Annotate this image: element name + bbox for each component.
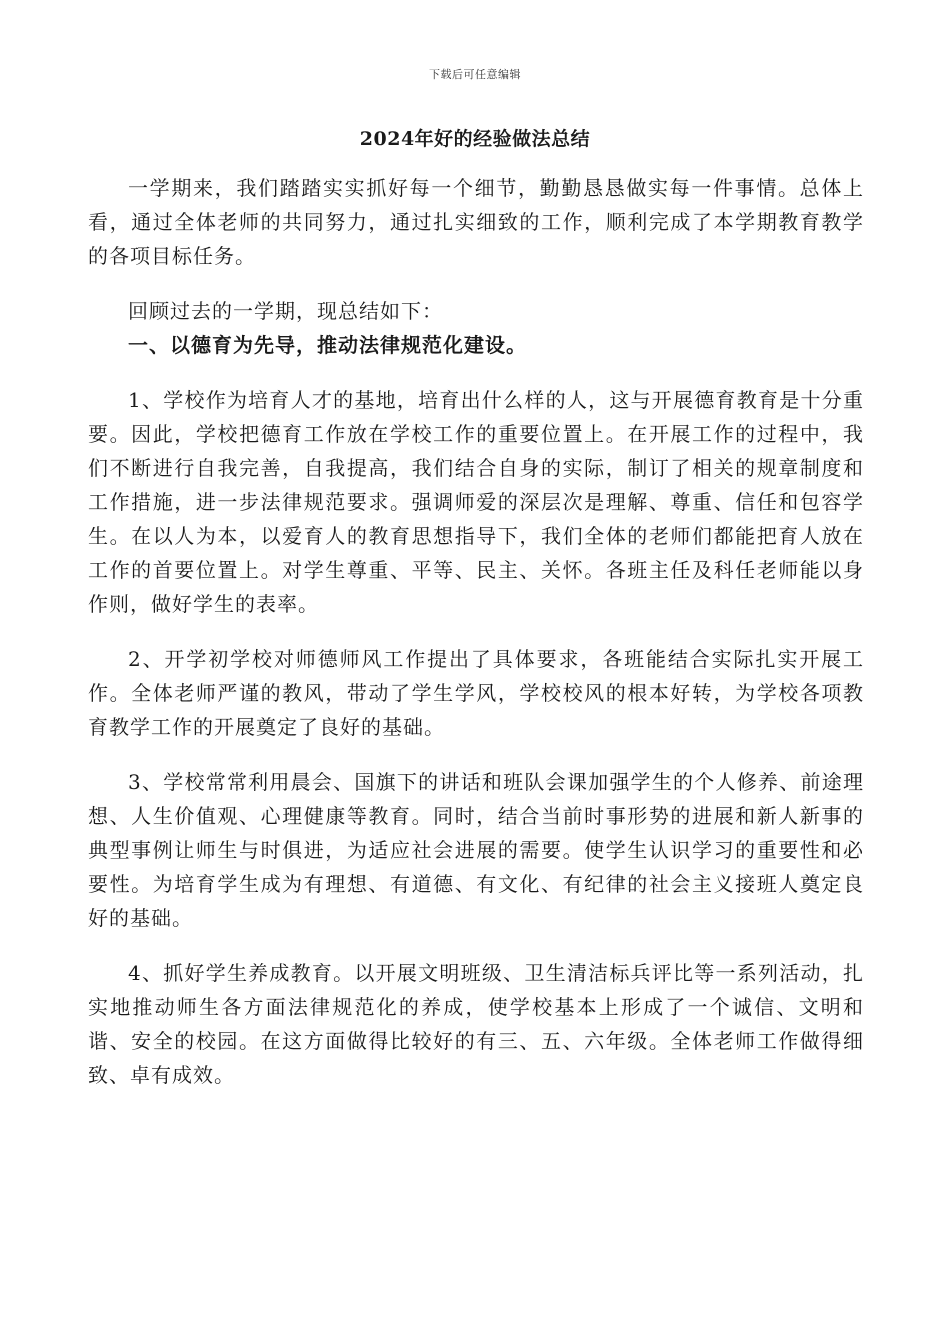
page-header-note: 下载后可任意编辑 xyxy=(429,68,521,81)
intro-paragraph: 一学期来，我们踏踏实实抓好每一个细节，勤勤恳恳做实每一件事情。总体上看，通过全体老师的共同努力，通过扎实细致的工作，顺利完成了本学期教育教学的各项目标任务。 xyxy=(88,176,864,268)
section-heading: 一、以德育为先导，推动法律规范化建设。 xyxy=(128,333,527,357)
document-body xyxy=(88,148,864,1092)
review-paragraph: 回顾过去的一学期，现总结如下： xyxy=(128,299,443,323)
item-paragraph-3: 3、学校常常利用晨会、国旗下的讲话和班队会课加强学生的个人修养、前途理想、人生价值观、心理健康等教育。同时，结合当前时事形势的进展和新人新事的典型事例让师生与时俱进，为适应社会进展的需要。使学生认识学习的重要性和必要性。为培育学生成为有理想、有道德、有文化、有纪律的社会主义接班人奠定良好的基础。 xyxy=(88,770,864,930)
item-paragraph-4: 4、抓好学生养成教育。以开展文明班级、卫生清洁标兵评比等一系列活动，扎实地推动师生各方面法律规范化的养成，使学校基本上形成了一个诚信、文明和谐、安全的校园。在这方面做得比较好的有三、五、六年级。全体老师工作做得细致、卓有成效。 xyxy=(88,961,864,1087)
item-paragraph-2: 2、开学初学校对师德师风工作提出了具体要求，各班能结合实际扎实开展工作。全体老师严谨的教风，带动了学生学风，学校校风的根本好转，为学校各项教育教学工作的开展奠定了良好的基础。 xyxy=(88,647,864,739)
item-paragraph-1: 1、学校作为培育人才的基地，培育出什么样的人，这与开展德育教育是十分重要。因此，学校把德育工作放在学校工作的重要位置上。在开展工作的过程中，我们不断进行自我完善，自我提高，我们结合自身的实际，制订了相关的规章制度和工作措施，进一步法律规范要求。强调师爱的深层次是理解、尊重、信任和包容学生。在以人为本，以爱育人的教育思想指导下，我们全体的老师们都能把育人放在工作的首要位置上。对学生尊重、平等、民主、关怀。各班主任及科任老师能以身作则，做好学生的表率。 xyxy=(88,388,864,616)
document-title: 2024年好的经验做法总结 xyxy=(359,128,591,150)
